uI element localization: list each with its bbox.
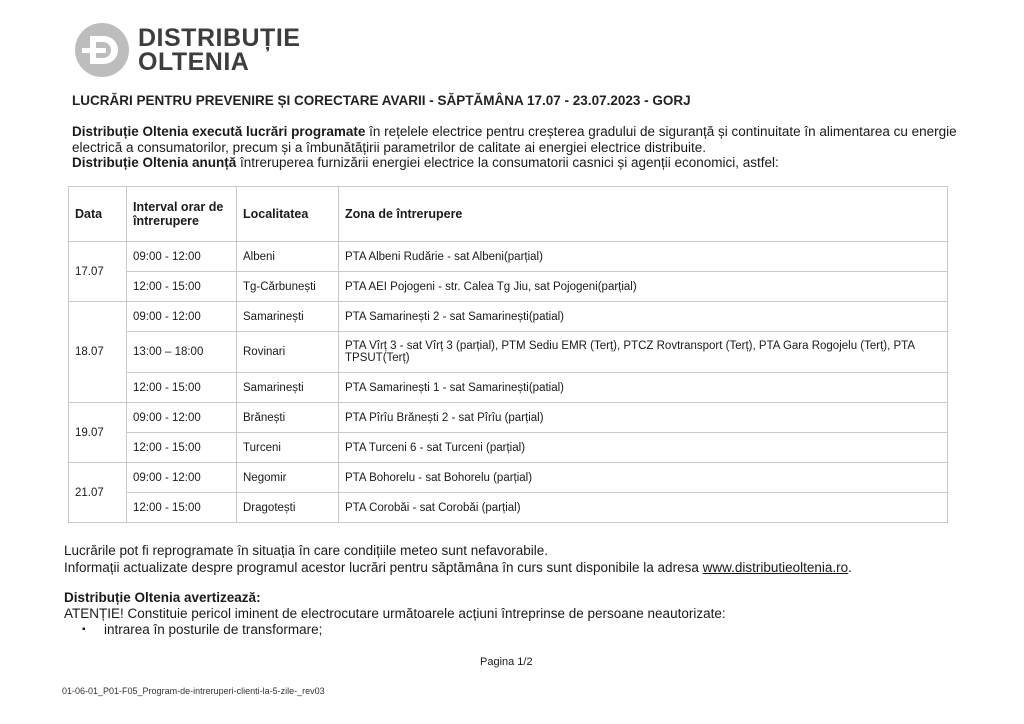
website-link[interactable]: www.distributieoltenia.ro: [702, 560, 849, 575]
interval-cell: 13:00 – 18:00: [127, 332, 237, 373]
interval-cell: 09:00 - 12:00: [127, 403, 237, 433]
locality-cell: Albeni: [237, 242, 339, 272]
intro-p1-rest: în rețelele electrice pentru creșterea gradului de siguranță și continuitate în alimentarea cu energie electrică a consumatorilor, precum și a îmbunătățirii parametrilor de calitate ai energiei electrice distribuite.: [72, 124, 957, 155]
interval-cell: 09:00 - 12:00: [127, 463, 237, 493]
locality-cell: Negomir: [237, 463, 339, 493]
zone-cell: PTA Pîrîu Brănești 2 - sat Pîrîu (parțial): [339, 403, 948, 433]
date-cell: 19.07: [69, 403, 127, 463]
brand-line1: DISTRIBUȚIE: [138, 24, 301, 52]
locality-cell: Turceni: [237, 433, 339, 463]
zone-cell: PTA Turceni 6 - sat Turceni (parțial): [339, 433, 948, 463]
notes-line-2-suffix: .: [848, 560, 852, 575]
locality-cell: Samarinești: [237, 373, 339, 403]
table-row: [69, 242, 948, 272]
interval-cell: 12:00 - 15:00: [127, 433, 237, 463]
date-cell: 21.07: [69, 463, 127, 523]
warning-title: Distribuție Oltenia avertizează:: [64, 590, 261, 605]
page-number: Pagina 1/2: [480, 656, 533, 668]
header-date: Data: [69, 187, 127, 242]
header-interval: Interval orar de întrerupere: [127, 187, 237, 242]
distributie-oltenia-logo-icon: [72, 20, 132, 80]
date-cell: 17.07: [69, 242, 127, 302]
warning-section: [64, 590, 964, 638]
zone-cell: PTA Albeni Rudărie - sat Albeni(parțial): [339, 242, 948, 272]
locality-cell: Brănești: [237, 403, 339, 433]
locality-cell: Tg-Cărbunești: [237, 272, 339, 302]
interval-cell: 09:00 - 12:00: [127, 242, 237, 272]
table-row: [69, 332, 948, 373]
header-locality: Localitatea: [237, 187, 339, 242]
brand-line2: OLTENIA: [138, 48, 250, 76]
table-header-row: [69, 187, 948, 242]
list-item: ▪ intrarea în posturile de transformare;: [104, 622, 964, 638]
zone-cell: PTA Bohorelu - sat Bohorelu (parțial): [339, 463, 948, 493]
outages-table: [68, 186, 948, 523]
document-code: 01-06-01_P01-F05_Program-de-intreruperi-clienti-la-5-zile-_rev03: [62, 686, 325, 696]
warning-text: ATENȚIE! Constituie pericol iminent de electrocutare următoarele acțiuni întreprinse de persoane neautorizate:: [64, 606, 726, 621]
table-row: [69, 272, 948, 302]
header-zone: Zona de întrerupere: [339, 187, 948, 242]
intro-p1-bold: Distribuție Oltenia execută lucrări programate: [72, 124, 366, 139]
interval-cell: 09:00 - 12:00: [127, 302, 237, 332]
notes-line-1: Lucrările pot fi reprogramate în situația în care condițiile meteo sunt nefavorabile.: [64, 543, 549, 558]
table-row: [69, 302, 948, 332]
table-row: [69, 403, 948, 433]
zone-cell: PTA Samarinești 1 - sat Samarinești(patial): [339, 373, 948, 403]
interval-cell: 12:00 - 15:00: [127, 272, 237, 302]
interval-cell: 12:00 - 15:00: [127, 373, 237, 403]
table-row: [69, 433, 948, 463]
interval-cell: 12:00 - 15:00: [127, 493, 237, 523]
warning-list: [64, 622, 964, 638]
intro-paragraph-2: [72, 155, 972, 171]
zone-cell: PTA Corobăi - sat Corobăi (parțial): [339, 493, 948, 523]
brand-logo: [72, 20, 300, 80]
intro-p2-rest: întreruperea furnizării energiei electrice la consumatorii casnici și agenții economici, astfel:: [236, 155, 779, 170]
zone-cell: PTA Vîrț 3 - sat Vîrț 3 (parțial), PTM Sediu EMR (Terț), PTCZ Rovtransport (Terț), PTA Gara Rogojelu (Terț), PTA TPSUT(Terț): [339, 332, 948, 373]
intro-p2-bold: Distribuție Oltenia anunță: [72, 155, 237, 170]
notes: [64, 542, 852, 576]
notes-line-2: [64, 559, 852, 576]
locality-cell: Samarinești: [237, 302, 339, 332]
table-row: [69, 493, 948, 523]
table-row: [69, 373, 948, 403]
date-cell: 18.07: [69, 302, 127, 403]
brand-name: [138, 26, 300, 74]
intro-text: [72, 124, 972, 171]
zone-cell: PTA AEI Pojogeni - str. Calea Tg Jiu, sat Pojogeni(parțial): [339, 272, 948, 302]
zone-cell: PTA Samarinești 2 - sat Samarinești(patial): [339, 302, 948, 332]
table-row: [69, 463, 948, 493]
locality-cell: Rovinari: [237, 332, 339, 373]
intro-paragraph-1: [72, 124, 972, 155]
document-title: LUCRĂRI PENTRU PREVENIRE ȘI CORECTARE AVARII - SĂPTĂMÂNA 17.07 - 23.07.2023 - GORJ: [72, 93, 691, 108]
locality-cell: Dragotești: [237, 493, 339, 523]
notes-line-2-prefix: Informații actualizate despre programul acestor lucrări pentru săptămâna în curs sunt disponibile la adresa: [64, 560, 703, 575]
